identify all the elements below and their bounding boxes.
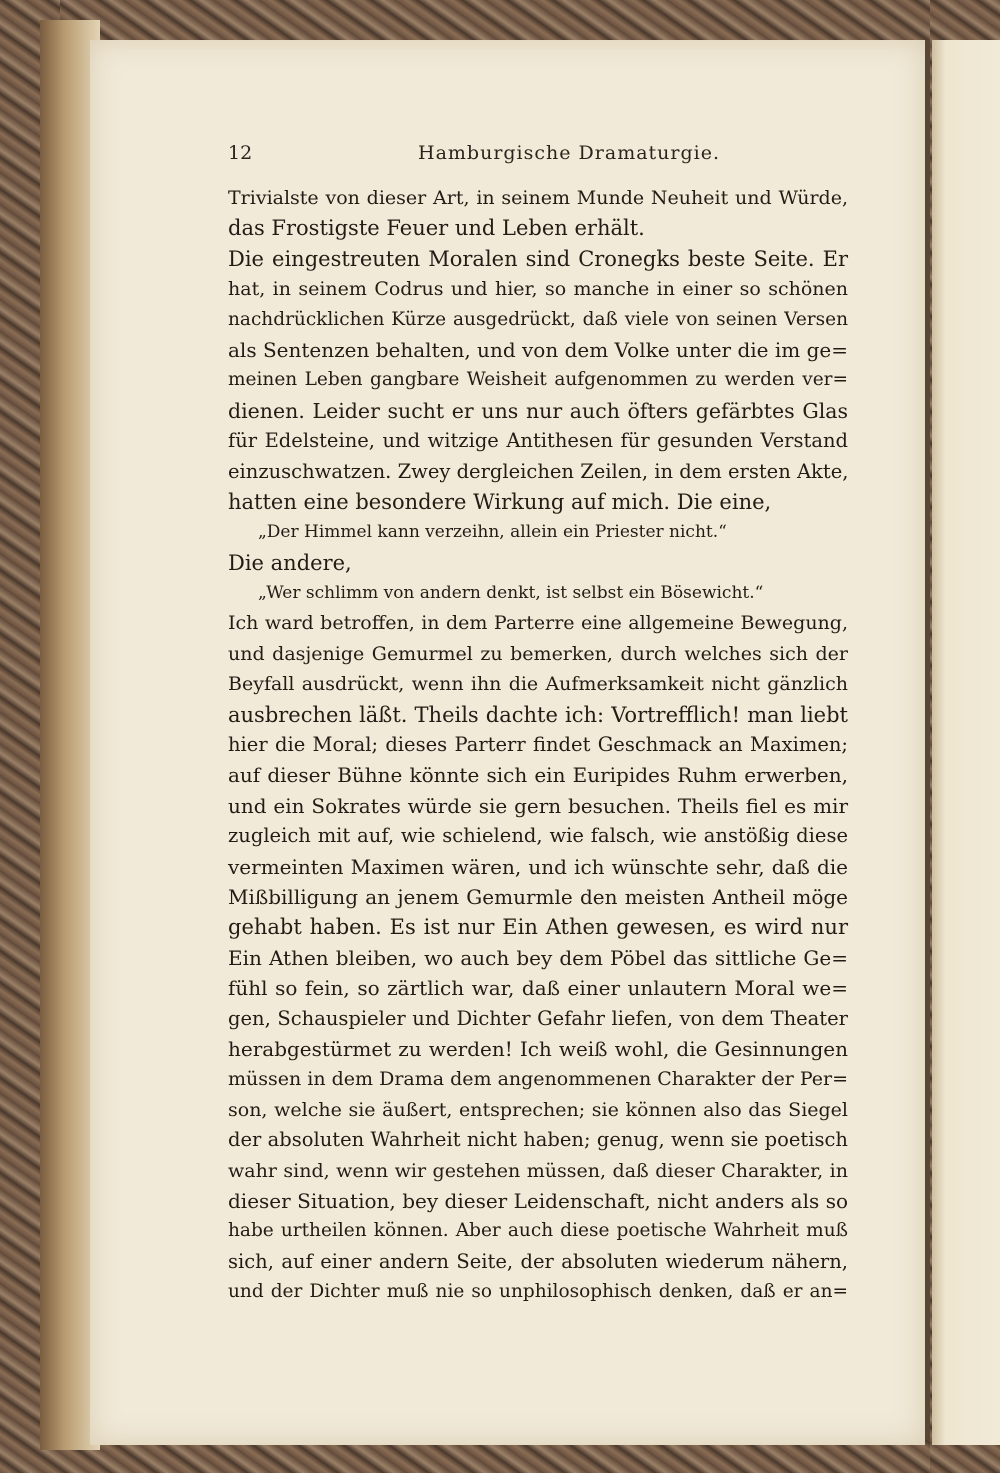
text-line: hier die Moral; dieses Parterr findet Geschmack an Maximen;	[228, 733, 848, 757]
running-head: Hamburgische Dramaturgie.	[418, 142, 721, 164]
text-line: Mißbilligung an jenem Gemurmle den meisten Antheil möge	[228, 884, 848, 909]
text-line: nachdrücklichen Kürze ausgedrückt, daß viele von seinen Versen	[228, 308, 848, 330]
text-line: Die andere,	[228, 550, 352, 575]
text-line: das Frostigste Feuer und Leben erhält.	[228, 216, 645, 241]
text-line: dieser Situation, bey dieser Leidenschaft, nicht anders als so	[228, 1188, 848, 1213]
text-line: auf dieser Bühne könnte sich ein Euripides Ruhm erwerben,	[228, 763, 848, 788]
text-line: dienen. Leider sucht er uns nur auch öfters gefärbtes Glas	[228, 398, 848, 423]
text-line: Ich ward betroffen, in dem Parterre eine allgemeine Bewegung,	[228, 612, 848, 635]
text-line: gehabt haben. Es ist nur Ein Athen gewesen, es wird nur	[228, 915, 848, 940]
body-text	[228, 183, 848, 1307]
text-line: ausbrechen läßt. Theils dachte ich: Vortrefflich! man liebt	[228, 702, 848, 727]
text-line: der absoluten Wahrheit nicht haben; genug, wenn sie poetisch	[228, 1128, 848, 1152]
text-line: meinen Leben gangbare Weisheit aufgenommen zu werden ver=	[228, 369, 848, 391]
text-line: habe urtheilen können. Aber auch diese poetische Wahrheit muß	[228, 1220, 848, 1242]
text-line: zugleich mit auf, wie schielend, wie falsch, wie anstößig diese	[228, 824, 848, 848]
text-line: vermeinten Maximen wären, und ich wünschte sehr, daß die	[228, 854, 848, 879]
text-line: hatten eine besondere Wirkung auf mich. Die eine,	[228, 489, 772, 514]
quotation-line: „Wer schlimm von andern denkt, ist selbst ein Bösewicht.“	[258, 583, 764, 604]
text-line: müssen in dem Drama dem angenommenen Charakter der Per=	[228, 1068, 848, 1091]
text-line: und der Dichter muß nie so unphilosophisch denken, daß er an=	[228, 1281, 848, 1303]
text-line: sich, auf einer andern Seite, der absoluten wiederum nähern,	[228, 1249, 848, 1273]
text-line: einzuschwatzen. Zwey dergleichen Zeilen, in dem ersten Akte,	[228, 459, 849, 483]
text-line: und ein Sokrates würde sie gern besuchen. Theils fiel es mir	[228, 793, 848, 818]
text-line: wahr sind, wenn wir gestehen müssen, daß dieser Charakter, in	[228, 1159, 848, 1182]
text-line: als Sentenzen behalten, und von dem Volke unter die im ge=	[228, 337, 848, 362]
text-line: für Edelsteine, und witzige Antithesen für gesunden Verstand	[228, 429, 848, 453]
book-cover-top	[0, 0, 1000, 40]
next-page-edge	[932, 40, 1000, 1445]
text-line: herabgestürmet zu werden! Ich weiß wohl, die Gesinnungen	[228, 1036, 848, 1061]
text-line: Beyfall ausdrückt, wenn ihn die Aufmerksamkeit nicht gänzlich	[228, 673, 848, 696]
text-line: gen, Schauspieler und Dichter Gefahr liefen, von dem Theater	[228, 1006, 848, 1030]
text-line: hat, in seinem Codrus und hier, so manche in einer so schönen	[228, 278, 848, 301]
text-line: fühl so fein, so zärtlich war, daß einer unlautern Moral we=	[228, 976, 848, 1001]
page-header	[228, 142, 848, 172]
quotation-line: „Der Himmel kann verzeihn, allein ein Priester nicht.“	[258, 522, 727, 543]
page-number: 12	[228, 142, 253, 164]
text-line: und dasjenige Gemurmel zu bemerken, durch welches sich der	[228, 642, 848, 665]
text-line: Trivialste von dieser Art, in seinem Munde Neuheit und Würde,	[228, 187, 848, 209]
text-line: son, welche sie äußert, entsprechen; sie können also das Siegel	[228, 1098, 848, 1121]
text-line: Die eingestreuten Moralen sind Cronegks beste Seite. Er	[228, 246, 848, 271]
text-line: Ein Athen bleiben, wo auch bey dem Pöbel das sittliche Ge=	[228, 945, 848, 970]
